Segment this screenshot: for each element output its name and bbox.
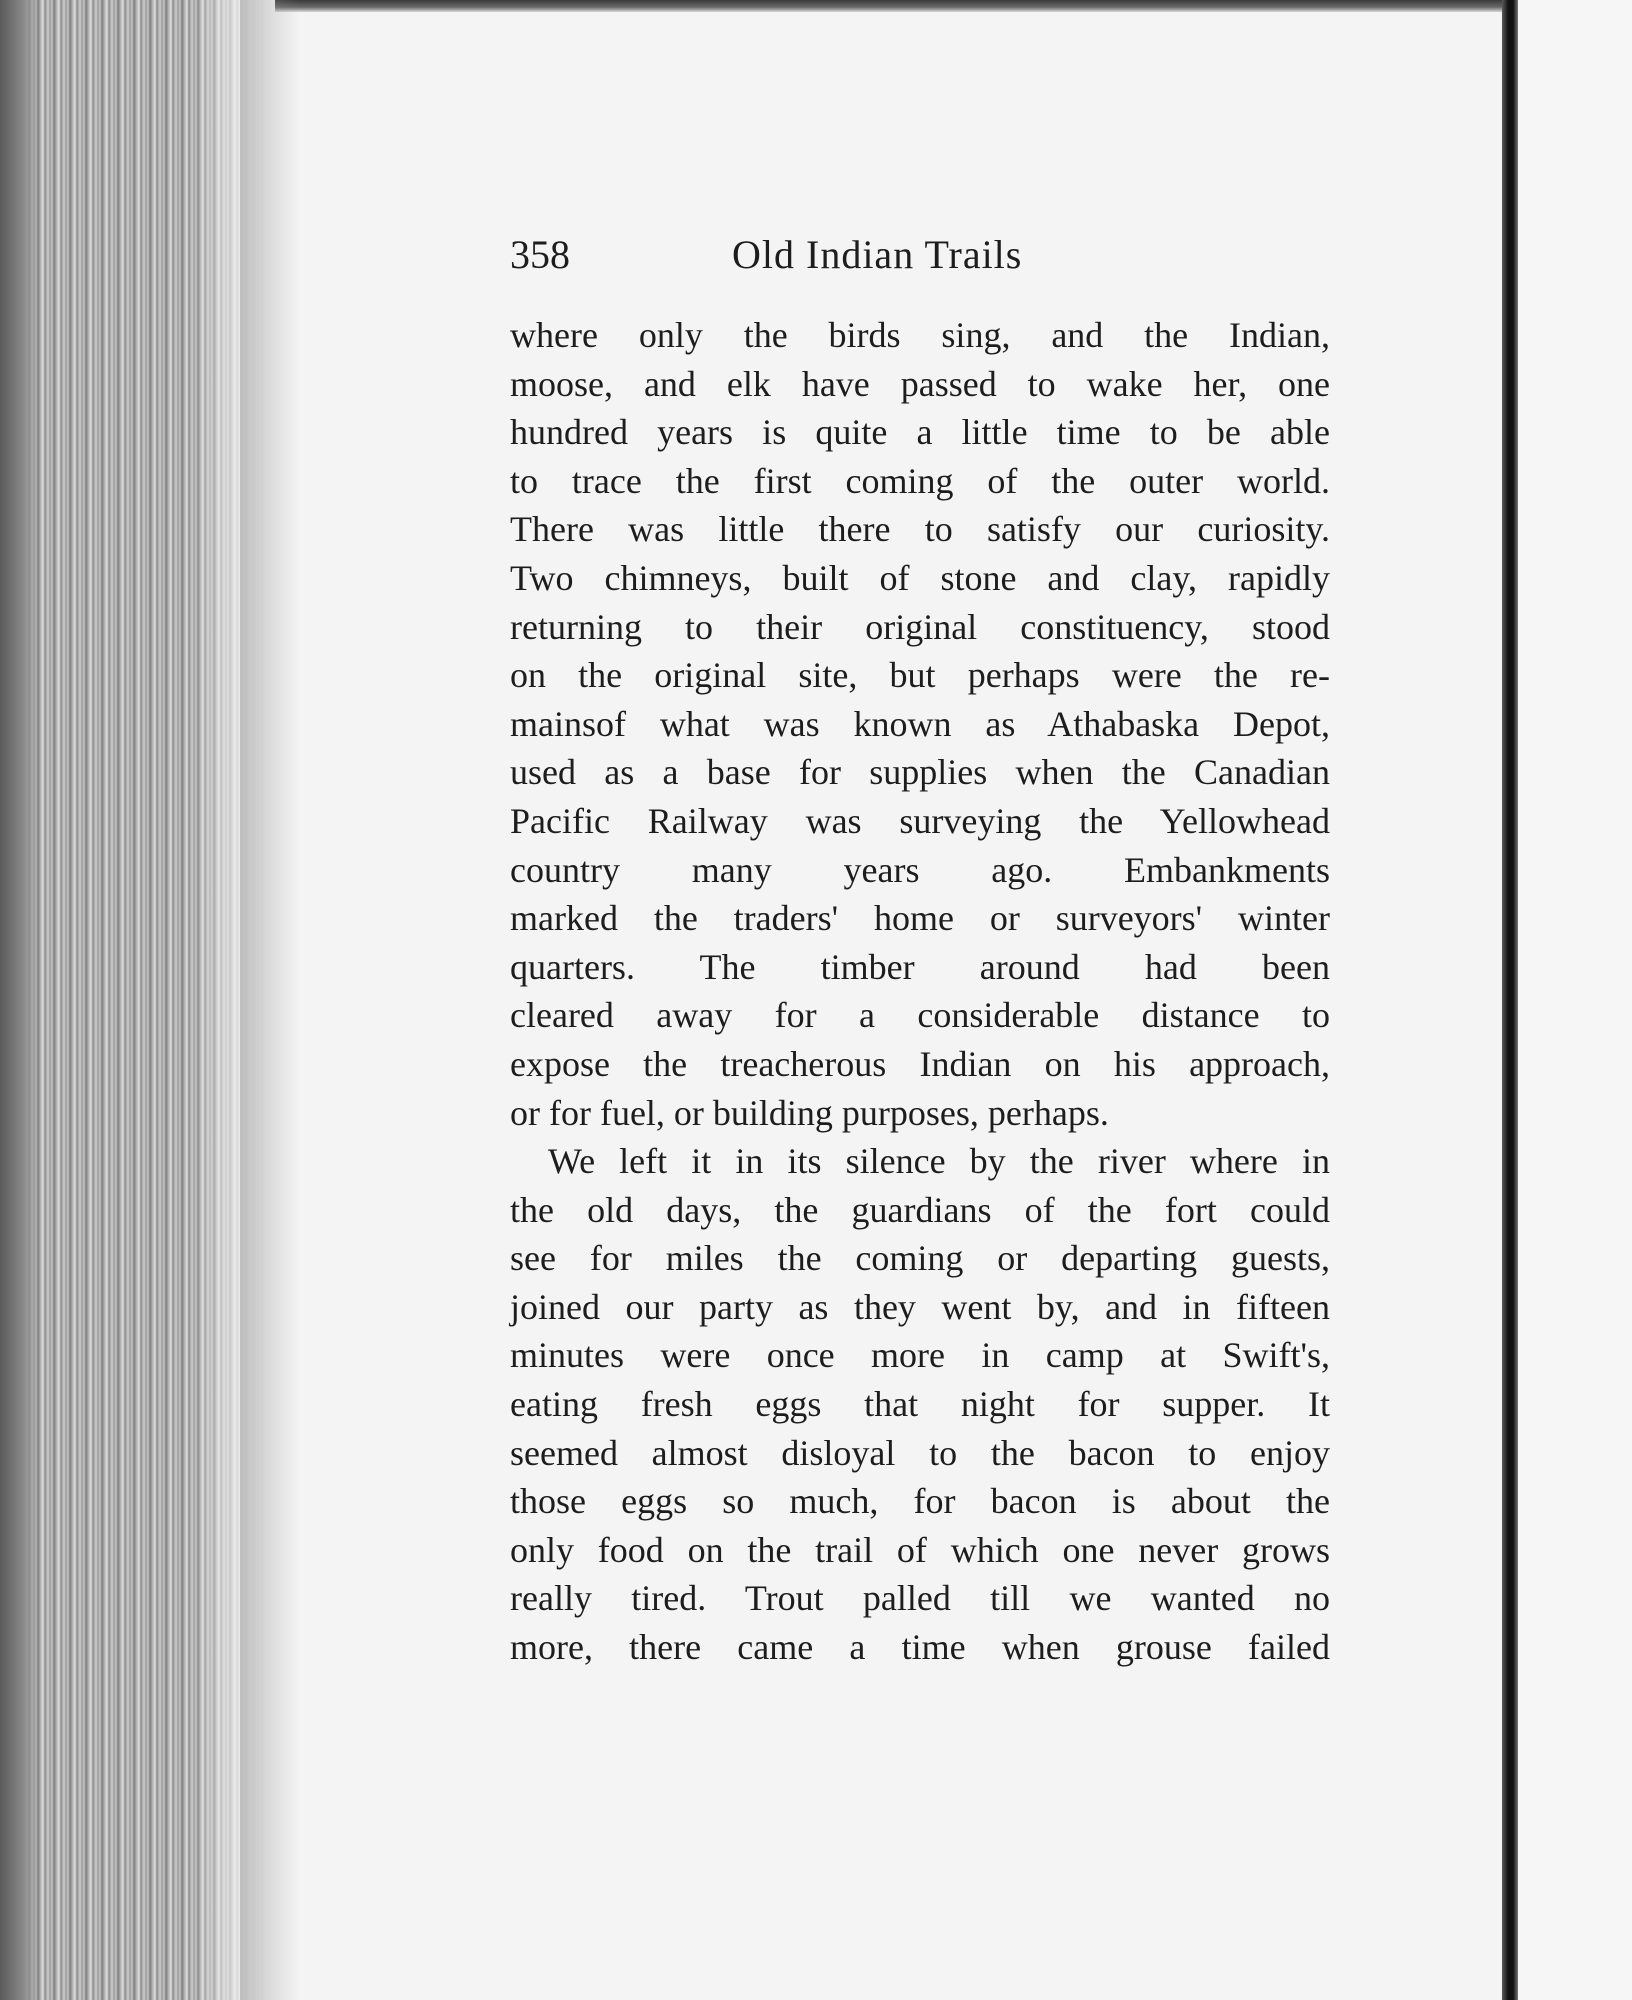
text-line: moose, and elk have passed to wake her, one xyxy=(510,363,1330,404)
text-line: There was little there to satisfy our curiosity. xyxy=(510,509,1330,550)
text-line: only food on the trail of which one never grows xyxy=(510,1529,1330,1570)
text-line: seemed almost disloyal to the bacon to enjoy xyxy=(510,1432,1330,1473)
gutter-shadow xyxy=(240,0,300,2000)
text-line: really tired. Trout palled till we wanted no xyxy=(510,1578,1330,1619)
text-line: to trace the first coming of the outer world. xyxy=(510,460,1330,501)
text-line: on the original site, but perhaps were the re- xyxy=(510,655,1330,696)
page-text-block xyxy=(510,225,1330,1672)
text-line: hundred years is quite a little time to be able xyxy=(510,412,1330,453)
facing-page-sliver xyxy=(1518,0,1632,2000)
text-line: the old days, the guardians of the fort could xyxy=(510,1189,1330,1230)
text-line: quarters. The timber around had been xyxy=(510,946,1330,987)
text-line: see for miles the coming or departing guests, xyxy=(510,1238,1330,1279)
text-line: or for fuel, or building purposes, perhaps. xyxy=(510,1092,1109,1133)
text-line: returning to their original constituency, stood xyxy=(510,606,1330,647)
running-title: Old Indian Trails xyxy=(732,232,1023,277)
text-line: cleared away for a considerable distance to xyxy=(510,995,1330,1036)
paragraph xyxy=(510,311,1330,1137)
text-line: Two chimneys, built of stone and clay, rapidly xyxy=(510,557,1330,598)
text-line: Pacific Railway was surveying the Yellowhead xyxy=(510,800,1330,841)
text-line: more, there came a time when grouse failed xyxy=(510,1627,1330,1668)
right-page-edge xyxy=(1502,0,1518,2000)
text-line: used as a base for supplies when the Canadian xyxy=(510,752,1330,793)
text-line: minutes were once more in camp at Swift's, xyxy=(510,1335,1330,1376)
running-head xyxy=(510,225,1330,285)
page-number: 358 xyxy=(510,232,570,277)
text-line: mainsof what was known as Athabaska Depot, xyxy=(510,703,1330,744)
text-line: joined our party as they went by, and in fifteen xyxy=(510,1286,1330,1327)
text-line: marked the traders' home or surveyors' winter xyxy=(510,898,1330,939)
text-line: We left it in its silence by the river where in xyxy=(548,1141,1330,1182)
paragraph xyxy=(510,1137,1330,1672)
body-text xyxy=(510,311,1330,1672)
text-line: expose the treacherous Indian on his approach, xyxy=(510,1043,1330,1084)
text-line: those eggs so much, for bacon is about the xyxy=(510,1481,1330,1522)
text-line: eating fresh eggs that night for supper. It xyxy=(510,1384,1330,1425)
text-line: where only the birds sing, and the Indian, xyxy=(510,315,1330,355)
book-page-edges xyxy=(0,0,275,2000)
text-line: country many years ago. Embankments xyxy=(510,849,1330,890)
